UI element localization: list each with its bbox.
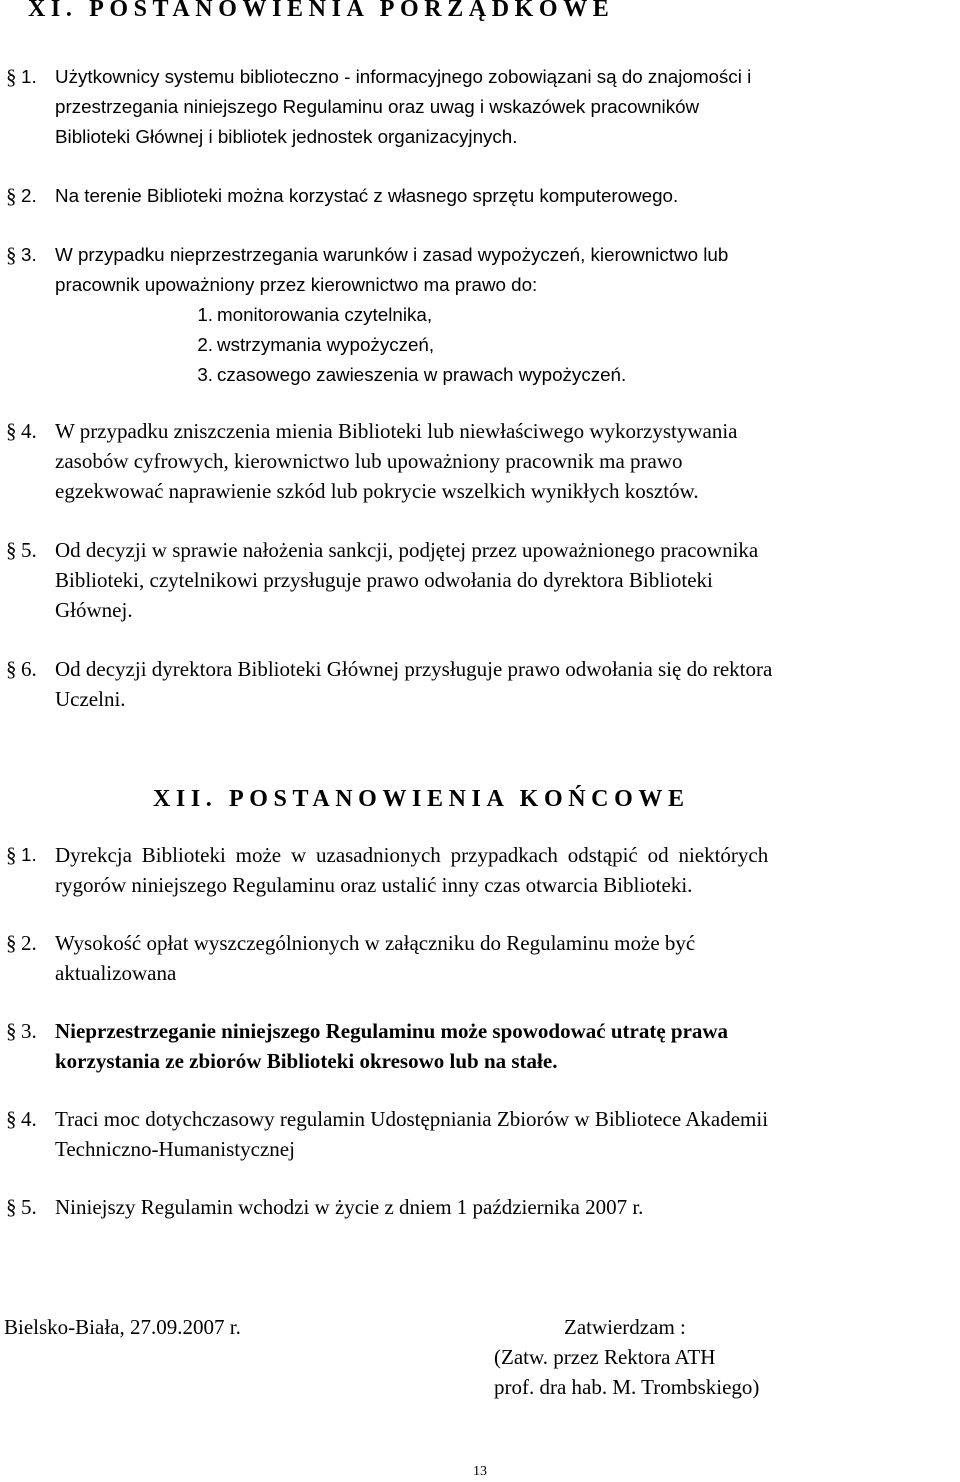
text-line: Dyrekcja Biblioteki może w uzasadnionych przypadkach odstąpić od niektórych xyxy=(55,843,769,867)
list-item-text: monitorowania czytelnika, xyxy=(217,304,433,325)
text-line: pracownik upoważniony przez kierownictwo ma prawo do: xyxy=(55,274,538,295)
text-line: rygorów niniejszego Regulaminu oraz ustalić inny czas otwarcia Biblioteki. xyxy=(55,873,693,897)
text-line: Biblioteki Głównej i bibliotek jednostek organizacyjnych. xyxy=(55,126,518,147)
section-sign: § xyxy=(6,657,17,681)
paragraph-number: 1. xyxy=(21,844,37,865)
section-sign: § xyxy=(6,538,17,562)
section-heading-xi: XI. POSTANOWIENIA PORZĄDKOWE xyxy=(28,0,615,22)
list-item-number: 3. xyxy=(197,364,213,385)
section-sign: § xyxy=(6,419,17,443)
approval-note-line: (Zatw. przez Rektora ATH xyxy=(494,1345,716,1369)
text-line: W przypadku zniszczenia mienia Biblioteki lub niewłaściwego wykorzystywania xyxy=(55,419,738,443)
list-item-number: 2. xyxy=(197,334,213,355)
text-line: aktualizowana xyxy=(55,961,177,985)
list-item xyxy=(55,300,945,330)
paragraph-number: 6. xyxy=(21,657,37,681)
section-sign: § xyxy=(6,243,17,267)
approval-label: Zatwierdzam : xyxy=(564,1315,686,1339)
text-line: Wysokość opłat wyszczególnionych w załączniku do Regulaminu może być xyxy=(55,931,696,955)
paragraph-number: 5. xyxy=(21,538,37,562)
paragraph-number: 1. xyxy=(21,66,37,87)
paragraph-number: 5. xyxy=(21,1195,37,1219)
text-line: Traci moc dotychczasowy regulamin Udostępniania Zbiorów w Bibliotece Akademii xyxy=(55,1107,769,1131)
text-line: Od decyzji dyrektora Biblioteki Głównej przysługuje prawo odwołania się do rektora xyxy=(55,657,773,681)
text-line: egzekwować naprawienie szkód lub pokrycie wszelkich wynikłych kosztów. xyxy=(55,479,699,503)
section-sign: § xyxy=(6,931,17,955)
text-line: Niniejszy Regulamin wchodzi w życie z dniem 1 października 2007 r. xyxy=(55,1195,644,1219)
text-line: Uczelni. xyxy=(55,687,126,711)
text-line: Nieprzestrzeganie niniejszego Regulaminu może spowodować utratę prawa xyxy=(55,1019,729,1043)
text-line: korzystania ze zbiorów Biblioteki okresowo lub na stałe. xyxy=(55,1049,558,1073)
approval-note-line: prof. dra hab. M. Trombskiego) xyxy=(494,1375,760,1399)
section-sign: § xyxy=(6,1195,17,1219)
page-number: 13 xyxy=(473,1464,487,1479)
paragraph-number: 2. xyxy=(21,185,37,206)
paragraph-number: 4. xyxy=(21,1107,37,1131)
text-line: W przypadku nieprzestrzegania warunków i zasad wypożyczeń, kierownictwo lub xyxy=(55,244,729,265)
list-item-text: czasowego zawieszenia w prawach wypożyczeń. xyxy=(217,364,627,385)
section-sign: § xyxy=(6,65,17,89)
text-line: przestrzegania niniejszego Regulaminu oraz uwag i wskazówek pracowników xyxy=(55,96,700,117)
section-sign: § xyxy=(6,843,17,867)
text-line: Głównej. xyxy=(55,598,133,622)
paragraph-number: 2. xyxy=(21,931,37,955)
section-sign: § xyxy=(6,1107,17,1131)
text-line: zasobów cyfrowych, kierownictwo lub upoważniony pracownik ma prawo xyxy=(55,449,683,473)
section-sign: § xyxy=(6,184,17,208)
text-line: Biblioteki, czytelnikowi przysługuje prawo odwołania do dyrektora Biblioteki xyxy=(55,568,713,592)
text-line: Techniczno-Humanistycznej xyxy=(55,1137,295,1161)
paragraph-number: 4. xyxy=(21,419,37,443)
text-line: Od decyzji w sprawie nałożenia sankcji, podjętej przez upoważnionego pracownika xyxy=(55,538,759,562)
paragraph-number: 3. xyxy=(21,244,37,265)
list-item-number: 1. xyxy=(197,304,213,325)
list-item-text: wstrzymania wypożyczeń, xyxy=(217,334,435,355)
place-and-date: Bielsko-Biała, 27.09.2007 r. xyxy=(4,1315,241,1339)
text-line: Na terenie Biblioteki można korzystać z własnego sprzętu komputerowego. xyxy=(55,185,679,206)
list-item xyxy=(55,330,945,360)
list-item xyxy=(55,360,945,390)
section-sign: § xyxy=(6,1019,17,1043)
paragraph-number: 3. xyxy=(21,1019,37,1043)
section-heading-xii: XII. POSTANOWIENIA KOŃCOWE xyxy=(153,786,690,812)
text-line: Użytkownicy systemu biblioteczno - informacyjnego zobowiązani są do znajomości i xyxy=(55,66,752,87)
